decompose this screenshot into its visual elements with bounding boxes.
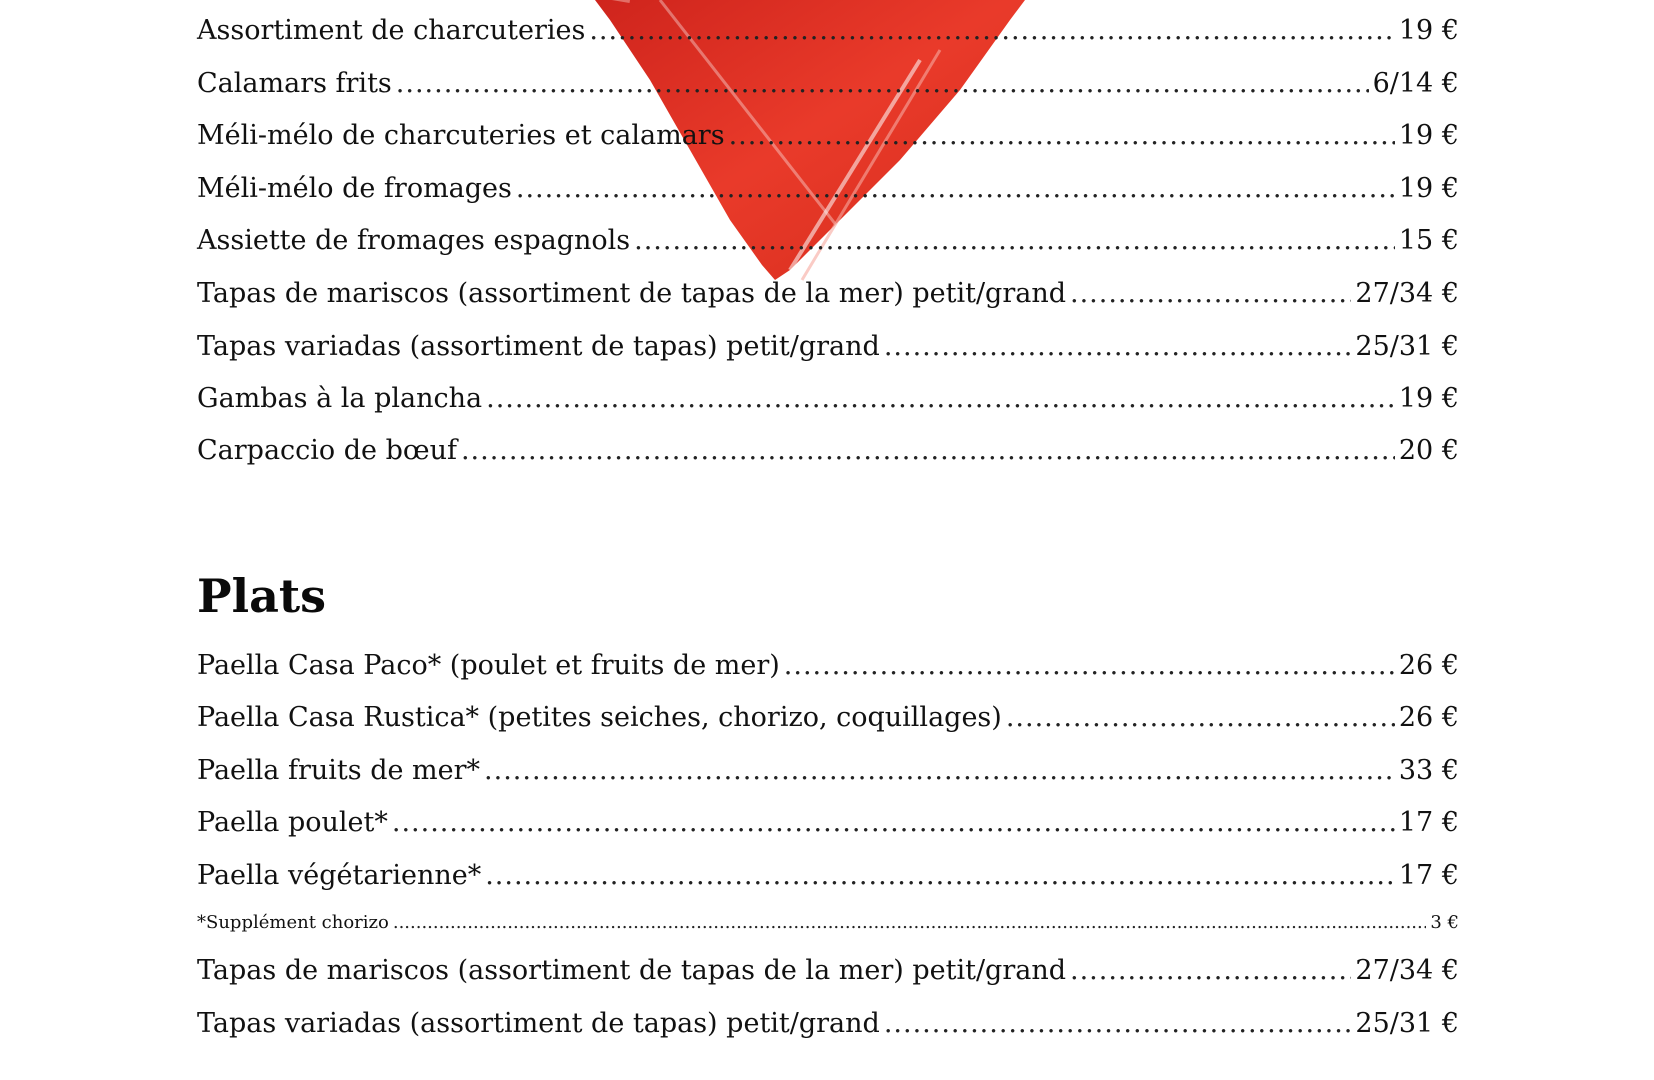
menu-item bbox=[197, 652, 1459, 679]
item-name: Paella Casa Rustica* (petites seiches, chorizo, coquillages) bbox=[197, 702, 1002, 733]
menu-item bbox=[197, 227, 1459, 254]
item-name: Assortiment de charcuteries bbox=[197, 15, 586, 46]
item-price: 19 € bbox=[1398, 120, 1459, 151]
item-name: Calamars frits bbox=[197, 68, 392, 99]
dot-leader bbox=[516, 175, 1395, 202]
menu-item bbox=[197, 70, 1459, 97]
item-name: Paella fruits de mer* bbox=[197, 755, 481, 786]
item-name: Méli-mélo de charcuteries et calamars bbox=[197, 120, 725, 151]
dot-leader bbox=[589, 17, 1395, 44]
menu-item bbox=[197, 17, 1459, 44]
dot-leader bbox=[461, 437, 1395, 464]
dot-leader bbox=[784, 652, 1395, 679]
menu-note bbox=[197, 914, 1459, 932]
item-price: 19 € bbox=[1398, 15, 1459, 46]
menu-item bbox=[197, 280, 1459, 307]
item-price: 27/34 € bbox=[1355, 278, 1459, 309]
item-price: 17 € bbox=[1398, 860, 1459, 891]
dot-leader bbox=[634, 227, 1395, 254]
dot-leader bbox=[486, 385, 1395, 412]
menu-item bbox=[197, 704, 1459, 731]
menu-item bbox=[197, 862, 1459, 889]
item-name: Tapas variadas (assortiment de tapas) petit/grand bbox=[197, 1008, 880, 1039]
item-name: Gambas à la plancha bbox=[197, 383, 483, 414]
dot-leader bbox=[485, 862, 1395, 889]
menu-item bbox=[197, 437, 1459, 464]
item-name: Tapas de mariscos (assortiment de tapas de la mer) petit/grand bbox=[197, 278, 1067, 309]
item-name: Méli-mélo de fromages bbox=[197, 173, 512, 204]
dot-leader bbox=[393, 914, 1427, 932]
menu-item bbox=[197, 809, 1459, 836]
dot-leader bbox=[1070, 957, 1351, 984]
dot-leader bbox=[884, 1010, 1352, 1037]
item-price: 19 € bbox=[1398, 173, 1459, 204]
section-title: Plats bbox=[197, 569, 327, 623]
dot-leader bbox=[1006, 704, 1395, 731]
menu-item bbox=[197, 957, 1459, 984]
dot-leader bbox=[884, 333, 1352, 360]
note-price: 3 € bbox=[1430, 912, 1459, 933]
item-price: 26 € bbox=[1398, 702, 1459, 733]
dot-leader bbox=[484, 757, 1395, 784]
menu-item bbox=[197, 175, 1459, 202]
item-price: 17 € bbox=[1398, 807, 1459, 838]
menu-item bbox=[197, 1010, 1459, 1037]
menu-item bbox=[197, 757, 1459, 784]
item-price: 26 € bbox=[1398, 650, 1459, 681]
dot-leader bbox=[396, 70, 1369, 97]
item-price: 25/31 € bbox=[1355, 1008, 1459, 1039]
item-name: Assiette de fromages espagnols bbox=[197, 225, 631, 256]
note-name: *Supplément chorizo bbox=[197, 912, 389, 933]
menu-item bbox=[197, 385, 1459, 412]
item-name: Tapas de mariscos (assortiment de tapas de la mer) petit/grand bbox=[197, 955, 1067, 986]
item-name: Paella végétarienne* bbox=[197, 860, 482, 891]
menu-item bbox=[197, 333, 1459, 360]
item-price: 20 € bbox=[1398, 435, 1459, 466]
item-price: 27/34 € bbox=[1355, 955, 1459, 986]
item-name: Paella Casa Paco* (poulet et fruits de mer) bbox=[197, 650, 780, 681]
item-name: Paella poulet* bbox=[197, 807, 388, 838]
dot-leader bbox=[729, 122, 1395, 149]
item-price: 19 € bbox=[1398, 383, 1459, 414]
menu-item bbox=[197, 122, 1459, 149]
dot-leader bbox=[392, 809, 1395, 836]
item-price: 6/14 € bbox=[1372, 68, 1459, 99]
dot-leader bbox=[1070, 280, 1351, 307]
item-price: 15 € bbox=[1398, 225, 1459, 256]
item-name: Tapas variadas (assortiment de tapas) petit/grand bbox=[197, 331, 880, 362]
item-price: 33 € bbox=[1398, 755, 1459, 786]
item-name: Carpaccio de bœuf bbox=[197, 435, 457, 466]
item-price: 25/31 € bbox=[1355, 331, 1459, 362]
